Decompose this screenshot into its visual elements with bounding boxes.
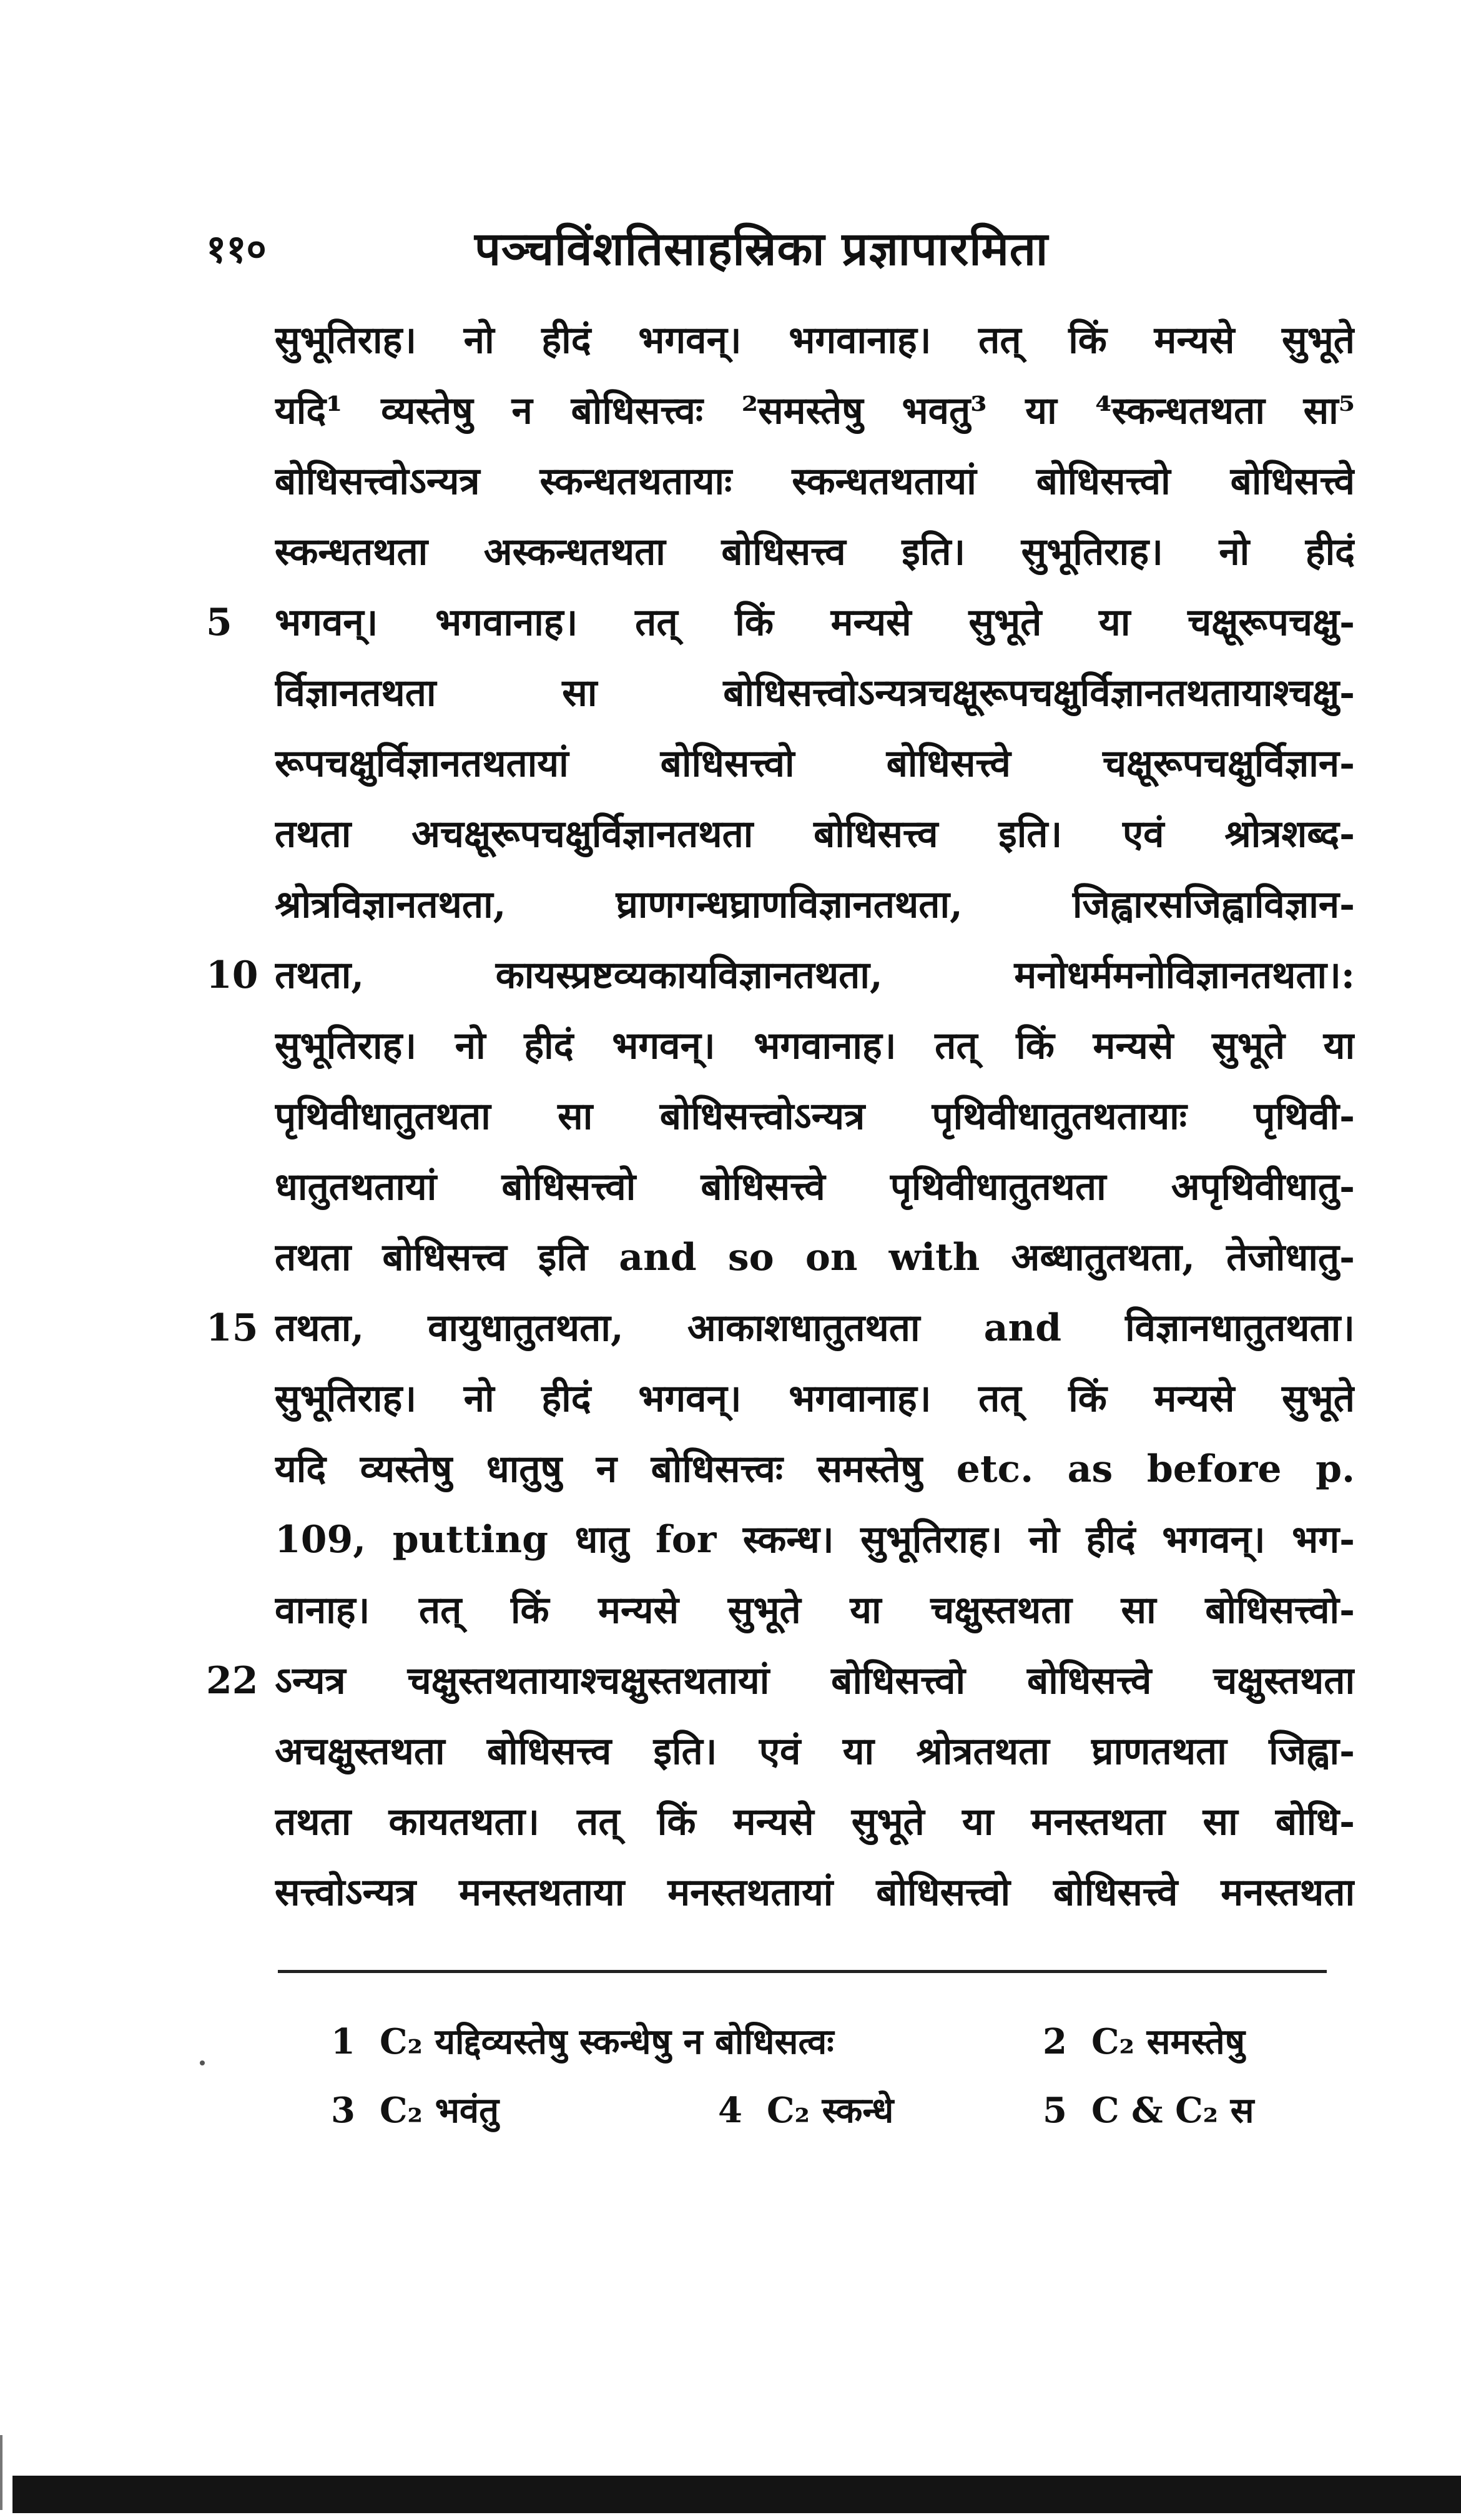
page-number: ११०: [206, 226, 267, 272]
footnote-divider: [278, 1970, 1327, 1973]
text-line: [206, 1646, 1355, 1721]
scan-edge-mark: [0, 2435, 2, 2510]
line-number: 5: [206, 601, 232, 644]
line-text: यदि¹ व्यस्तेषु न बोधिसत्त्वः ²समस्तेषु भवतु³ या ⁴स्कन्धतथता सा⁵: [275, 389, 1355, 433]
footnote: [331, 2017, 834, 2067]
line-text: बोधिसत्त्वोऽन्यत्र स्कन्धतथतायाः स्कन्धतथतायां बोधिसत्त्वो बोधिसत्त्वे: [275, 460, 1355, 503]
line-text: वानाह। तत् किं मन्यसे सुभूते या चक्षुस्तथता सा बोधिसत्त्वो-: [275, 1588, 1355, 1632]
text-line: [275, 1082, 1355, 1157]
footnote-number: 2: [1043, 2021, 1067, 2062]
text-line: [275, 1153, 1355, 1228]
line-text: तथता, वायुधातुतथता, आकाशधातुतथता and विज्ञानधातुतथता।: [275, 1306, 1355, 1350]
text-line: [275, 1011, 1355, 1086]
scan-speck: [200, 2060, 205, 2065]
line-text: रूपचक्षुर्विज्ञानतथतायां बोधिसत्त्वो बोधिसत्त्वे चक्षूरूपचक्षुर्विज्ञान-: [275, 742, 1355, 785]
text-line: [206, 941, 1355, 1016]
line-text: भगवन्। भगवानाह। तत् किं मन्यसे सुभूते या चक्षूरूपचक्षु-: [275, 601, 1355, 644]
text-line: [275, 518, 1355, 593]
running-title: पञ्चविंशतिसाहस्रिका प्रज्ञापारमिता: [475, 222, 1049, 276]
text-line: [275, 1435, 1355, 1510]
text-line: [275, 1364, 1355, 1439]
text-line: [275, 1717, 1355, 1792]
text-line: [275, 1576, 1355, 1651]
line-text: ऽन्यत्र चक्षुस्तथतायाश्चक्षुस्तथतायां बोधिसत्त्वो बोधिसत्त्वे चक्षुस्तथता: [275, 1659, 1355, 1703]
text-line: [275, 447, 1355, 522]
text-line: [275, 377, 1355, 451]
line-text: तथता अचक्षूरूपचक्षुर्विज्ञानतथता बोधिसत्त्व इति। एवं श्रोत्रशब्द-: [275, 812, 1355, 856]
line-text: तथता बोधिसत्त्व इति and so on with अब्धातुतथता, तेजोधातु-: [275, 1236, 1355, 1279]
line-text: र्विज्ञानतथता सा बोधिसत्त्वोऽन्यत्रचक्षूरूपचक्षुर्विज्ञानतथतायाश्चक्षु-: [275, 671, 1355, 715]
text-line: [275, 306, 1355, 381]
line-text: पृथिवीधातुतथता सा बोधिसत्त्वोऽन्यत्र पृथिवीधातुतथतायाः पृथिवी-: [275, 1095, 1355, 1138]
text-line: [275, 1505, 1355, 1580]
text-line: [275, 1788, 1355, 1863]
line-text: सुभूतिराह। नो हीदं भगवन्। भगवानाह। तत् किं मन्यसे सुभूते: [275, 318, 1355, 362]
text-line: [275, 870, 1355, 945]
text-line: [206, 588, 1355, 663]
line-text: सुभूतिराह। नो हीदं भगवन्। भगवानाह। तत् किं मन्यसे सुभूते या: [275, 1024, 1355, 1068]
text-line: [206, 1294, 1355, 1369]
footnote-number: 4: [718, 2090, 742, 2131]
text-line: [275, 729, 1355, 804]
footnote: [1043, 2085, 1254, 2135]
line-text: तथता कायतथता। तत् किं मन्यसे सुभूते या मनस्तथता सा बोधि-: [275, 1800, 1355, 1844]
footnote: [1043, 2017, 1245, 2067]
footnote: [331, 2085, 499, 2135]
footnote-text: C₂ भवंतु: [379, 2090, 499, 2131]
line-text: 109, putting धातु for स्कन्ध। सुभूतिराह। नो हीदं भगवन्। भग-: [275, 1518, 1355, 1562]
line-text: सत्त्वोऽन्यत्र मनस्तथताया मनस्तथतायां बोधिसत्त्वो बोधिसत्त्वे मनस्तथता: [275, 1871, 1355, 1914]
footnote-number: 1: [331, 2021, 355, 2062]
line-number: 22: [206, 1659, 258, 1703]
line-text: श्रोत्रविज्ञानतथता, घ्राणगन्धघ्राणविज्ञानतथता, जिह्वारसजिह्वाविज्ञान-: [275, 883, 1355, 927]
text-line: [275, 800, 1355, 875]
running-head: [206, 215, 1367, 284]
footnote-text: C₂ समस्तेषु: [1091, 2021, 1245, 2062]
line-text: तथता, कायस्प्रष्टव्यकायविज्ञानतथता, मनोधर्ममनोविज्ञानतथता।:: [275, 953, 1355, 997]
line-text: सुभूतिराह। नो हीदं भगवन्। भगवानाह। तत् किं मन्यसे सुभूते: [275, 1377, 1355, 1420]
line-text: धातुतथतायां बोधिसत्त्वो बोधिसत्त्वे पृथिवीधातुतथता अपृथिवीधातु-: [275, 1165, 1355, 1209]
line-number: 10: [206, 953, 258, 997]
footnote-text: C₂ यद्दिव्यस्तेषु स्कन्धेषु न बोधिसत्वः: [379, 2021, 834, 2062]
text-line: [275, 1223, 1355, 1298]
footnote-number: 5: [1043, 2090, 1067, 2131]
line-text: यदि व्यस्तेषु धातुषु न बोधिसत्त्वः समस्तेषु etc. as before p.: [275, 1447, 1355, 1491]
footnotes: [331, 2017, 1392, 2167]
footnote-text: C₂ स्कन्धे: [766, 2090, 894, 2131]
text-line: [275, 1858, 1355, 1933]
line-text: स्कन्धतथता अस्कन्धतथता बोधिसत्त्व इति। सुभूतिराह। नो हीदं: [275, 530, 1355, 574]
scan-bottom-edge: [12, 2476, 1461, 2513]
line-number: 15: [206, 1306, 258, 1350]
text-line: [275, 659, 1355, 734]
footnote: [718, 2085, 893, 2135]
footnote-text: C & C₂ स: [1091, 2090, 1254, 2131]
line-text: अचक्षुस्तथता बोधिसत्त्व इति। एवं या श्रोत्रतथता घ्राणतथता जिह्वा-: [275, 1730, 1355, 1773]
footnote-number: 3: [331, 2090, 355, 2131]
